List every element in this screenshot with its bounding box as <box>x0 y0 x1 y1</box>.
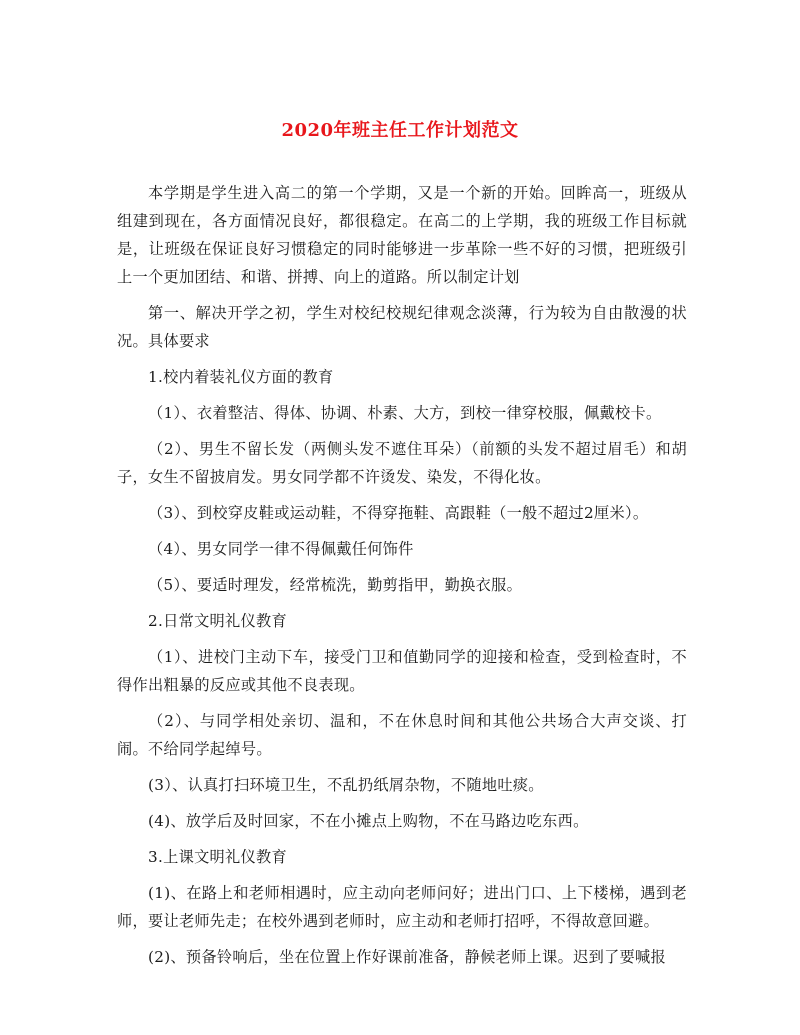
list-item: (4)、放学后及时回家，不在小摊点上购物，不在马路边吃东西。 <box>148 812 589 830</box>
heading-dress-etiquette: 1.校内着装礼仪方面的教育 <box>148 368 334 386</box>
list-item: （5）、要适时理发，经常梳洗，勤剪指甲，勤换衣服。 <box>148 576 523 594</box>
list-item: (2)、预备铃响后，坐在位置上作好课前准备，静候老师上课。迟到了要喊报 <box>148 948 667 966</box>
heading-class-etiquette: 3.上课文明礼仪教育 <box>148 848 287 866</box>
list-item: （2）、与同学相处亲切、温和，不在休息时间和其他公共场合大声交谈、打闹。不给同学起绰号。 <box>117 712 687 758</box>
list-item: （2）、男生不留长发（两侧头发不遮住耳朵）（前额的头发不超过眉毛）和胡子，女生不留披肩发。男女同学都不许烫发、染发，不得化妆。 <box>117 440 687 486</box>
list-item: （1）、进校门主动下车，接受门卫和值勤同学的迎接和检查，受到检查时，不得作出粗暴的反应或其他不良表现。 <box>117 648 687 694</box>
document-title: 2020年班主任工作计划范文 <box>281 120 519 141</box>
list-item: (3）、认真打扫环境卫生，不乱扔纸屑杂物，不随地吐痰。 <box>148 776 544 794</box>
paragraph-section-one: 第一、解决开学之初，学生对校纪校规纪律观念淡薄，行为较为自由散漫的状况。具体要求 <box>117 304 687 350</box>
list-item: （3）、到校穿皮鞋或运动鞋，不得穿拖鞋、高跟鞋（一般不超过2厘米）。 <box>148 504 649 522</box>
document-body <box>117 179 687 979</box>
list-item: （1）、衣着整洁、得体、协调、朴素、大方，到校一律穿校服，佩戴校卡。 <box>148 404 662 422</box>
paragraph-intro: 本学期是学生进入高二的第一个学期，又是一个新的开始。回眸高一，班级从组建到现在，各方面情况良好，都很稳定。在高二的上学期，我的班级工作目标就是，让班级在保证良好习惯稳定的同时能够进一步革除一些不好的习惯，把班级引上一个更加团结、和谐、拼搏、向上的道路。所以制定计划 <box>117 184 687 286</box>
list-item: (1)、在路上和老师相遇时，应主动向老师问好；进出门口、上下楼梯，遇到老师，要让老师先走；在校外遇到老师时，应主动和老师打招呼，不得故意回避。 <box>117 884 687 930</box>
list-item: （4）、男女同学一律不得佩戴任何饰件 <box>148 540 414 558</box>
heading-daily-etiquette: 2.日常文明礼仪教育 <box>148 612 287 630</box>
